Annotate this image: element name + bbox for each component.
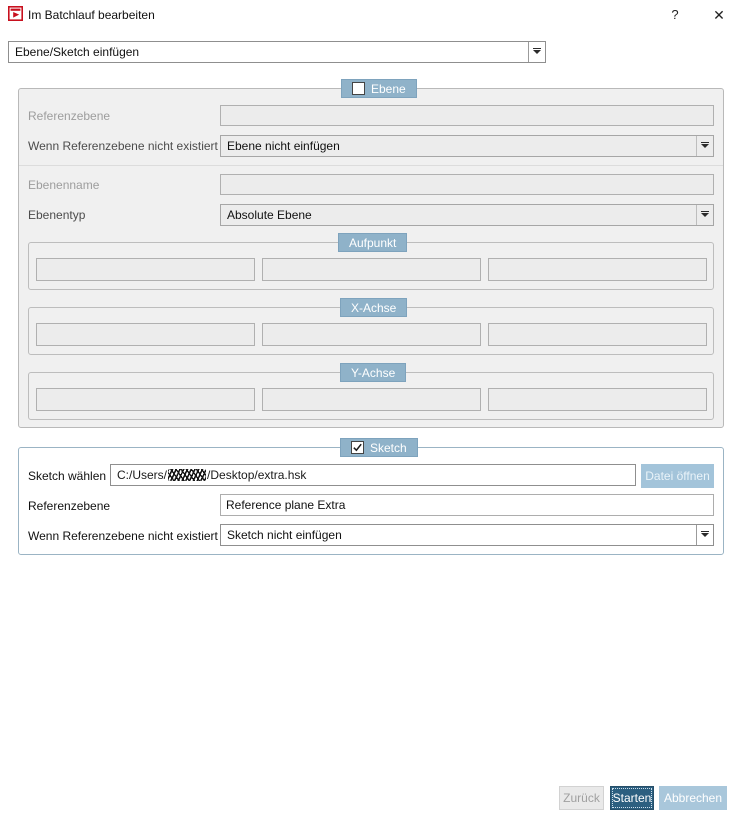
sketch-fallback-dropdown-button[interactable]: [696, 525, 713, 545]
separator: [19, 165, 723, 166]
window-title: Im Batchlauf bearbeiten: [28, 8, 155, 22]
sketch-fallback-value: Sketch nicht einfügen: [227, 528, 342, 542]
sketch-checkbox[interactable]: [351, 441, 364, 454]
aufpunkt-title: Aufpunkt: [349, 235, 397, 250]
aufpunkt-header: [338, 233, 407, 252]
ebenentyp-dropdown-button[interactable]: [696, 205, 713, 225]
sketch-referenzebene-input[interactable]: [220, 494, 714, 516]
dropdown-arrow-icon: [701, 144, 709, 148]
dropdown-arrow-icon: [533, 48, 541, 49]
x-achse-title: X-Achse: [351, 300, 397, 315]
sketch-fallback-label: Wenn Referenzebene nicht existiert: [28, 529, 218, 543]
dropdown-arrow-icon: [701, 531, 709, 532]
sketch-fallback-combobox[interactable]: [220, 524, 714, 546]
referenzebene-input: [220, 105, 714, 126]
help-icon[interactable]: ?: [671, 7, 679, 22]
start-button[interactable]: Starten: [610, 786, 654, 810]
ebene-fallback-combobox[interactable]: [220, 135, 714, 157]
ebenentyp-combobox[interactable]: [220, 204, 714, 226]
x-achse-y-input: [262, 323, 481, 346]
x-achse-header: [340, 298, 407, 317]
titlebar: [0, 0, 742, 28]
ebene-fallback-value: Ebene nicht einfügen: [227, 139, 340, 153]
aufpunkt-z-input: [488, 258, 707, 281]
y-achse-header: [340, 363, 406, 382]
y-achse-x-input: [36, 388, 255, 411]
close-icon[interactable]: ✕: [713, 7, 725, 23]
aufpunkt-y-input: [262, 258, 481, 281]
ebenenname-input: [220, 174, 714, 195]
dropdown-arrow-icon: [701, 211, 709, 212]
path-prefix: C:/Users/: [117, 468, 168, 482]
ebene-fallback-label: Wenn Referenzebene nicht existiert: [28, 139, 218, 153]
dropdown-arrow-icon: [701, 533, 709, 537]
ebene-section-title: Ebene: [371, 81, 406, 96]
ebene-fallback-dropdown-button[interactable]: [696, 136, 713, 156]
ebenentyp-value: Absolute Ebene: [227, 208, 312, 222]
check-mark-icon: [352, 442, 363, 453]
sketch-section-title: Sketch: [370, 440, 407, 455]
dropdown-arrow-icon: [701, 142, 709, 143]
dropdown-arrow-icon: [701, 213, 709, 217]
ebenentyp-label: Ebenentyp: [28, 208, 86, 222]
path-suffix: /Desktop/extra.hsk: [207, 468, 307, 482]
cancel-button[interactable]: Abbrechen: [659, 786, 727, 810]
sketch-referenzebene-label: Referenzebene: [28, 499, 111, 513]
sketch-waehlen-label: Sketch wählen: [28, 469, 107, 483]
ebene-checkbox[interactable]: [352, 82, 365, 95]
y-achse-title: Y-Achse: [351, 365, 396, 380]
x-achse-x-input: [36, 323, 255, 346]
dropdown-arrow-icon: [533, 50, 541, 54]
aufpunkt-x-input: [36, 258, 255, 281]
back-button: Zurück: [559, 786, 604, 810]
ebene-section-header: [341, 79, 417, 98]
mode-select-value: Ebene/Sketch einfügen: [15, 45, 140, 59]
y-achse-y-input: [262, 388, 481, 411]
mode-select-dropdown-button[interactable]: [528, 42, 545, 62]
app-icon: [8, 6, 23, 21]
referenzebene-label: Referenzebene: [28, 109, 111, 123]
open-file-button[interactable]: Datei öffnen: [641, 464, 714, 488]
redacted-username: [168, 469, 206, 481]
sketch-section-header: [340, 438, 418, 457]
y-achse-z-input: [488, 388, 707, 411]
x-achse-z-input: [488, 323, 707, 346]
sketch-path-input[interactable]: [110, 464, 636, 486]
mode-select-combobox[interactable]: [8, 41, 546, 63]
ebenenname-label: Ebenenname: [28, 178, 100, 192]
